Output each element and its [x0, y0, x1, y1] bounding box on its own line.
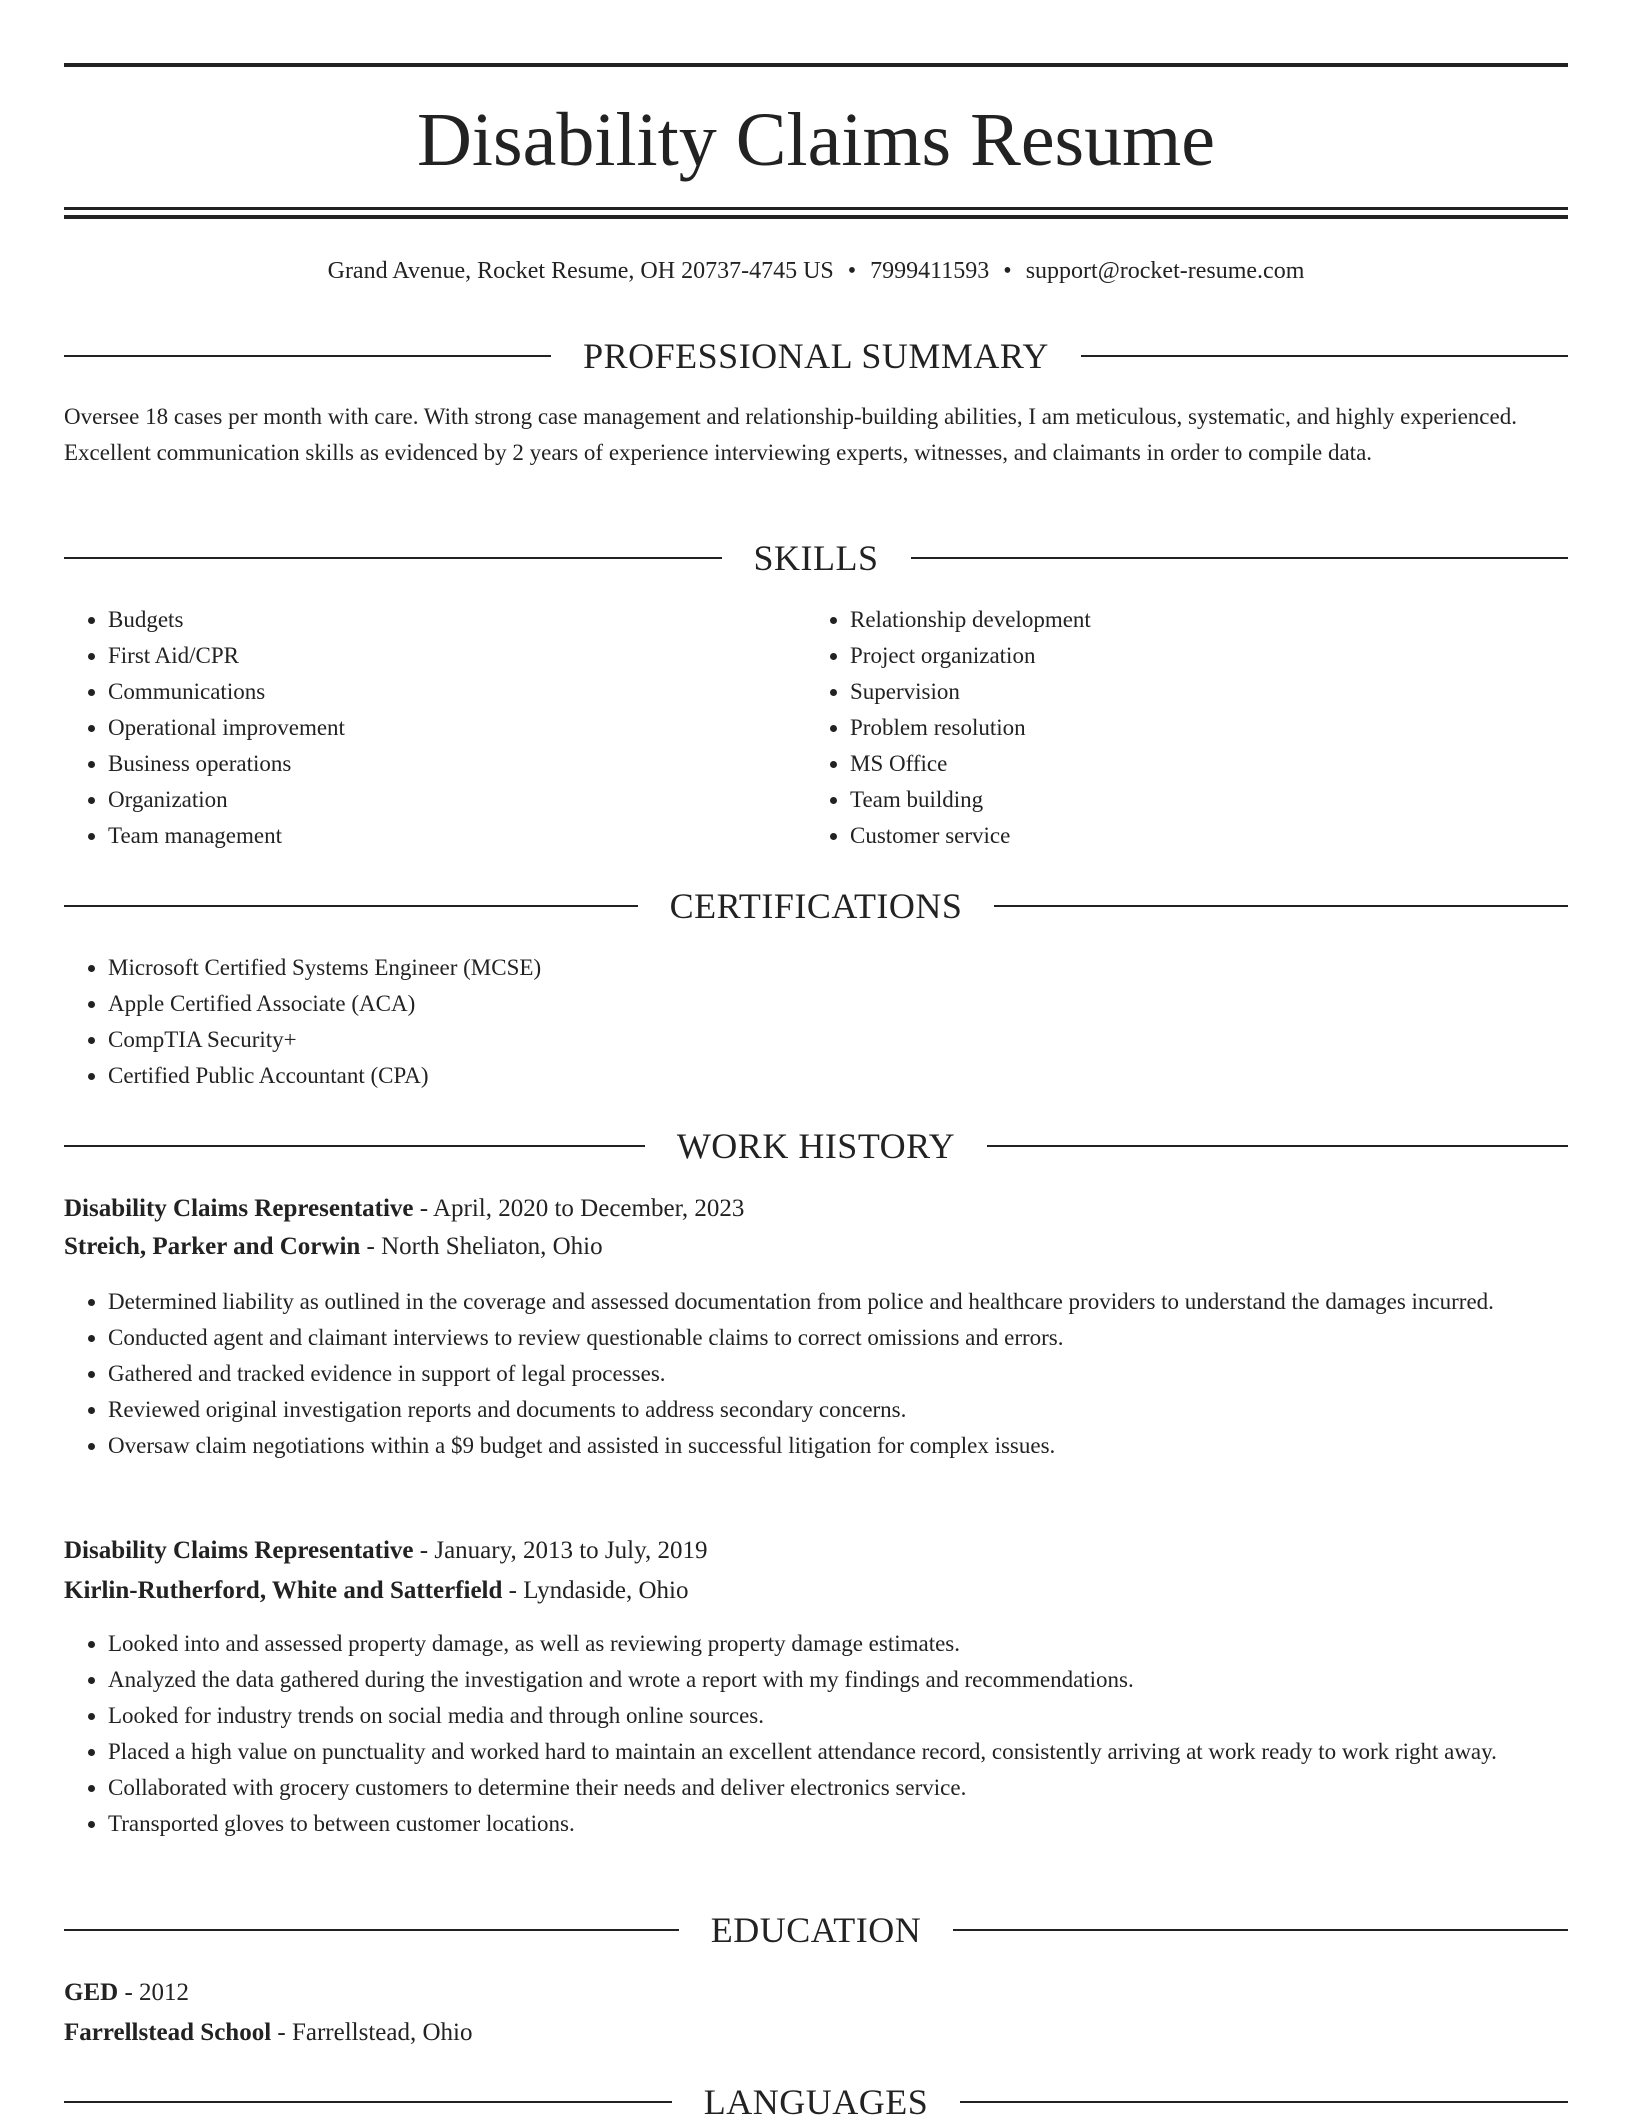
job-dates: - April, 2020 to December, 2023	[419, 1195, 745, 1222]
skills-list-right	[806, 602, 1550, 854]
certifications-list	[64, 950, 1568, 1094]
job-dates: - January, 2013 to July, 2019	[419, 1537, 708, 1564]
heading-rule	[64, 2101, 672, 2103]
education-school-line	[64, 2014, 1568, 2052]
languages-heading	[64, 2080, 1568, 2124]
heading-rule	[994, 905, 1568, 907]
certification-item: • Apple Certified Associate (ACA)	[108, 986, 1568, 1022]
heading-rule	[960, 2101, 1568, 2103]
skill-item: • Project organization	[850, 638, 1550, 674]
skill-item: • Budgets	[108, 602, 808, 638]
heading-rule	[64, 905, 638, 907]
certification-item: • Microsoft Certified Systems Engineer (MCSE)	[108, 950, 1568, 986]
section-title: PROFESSIONAL SUMMARY	[583, 336, 1049, 376]
work-history-heading	[64, 1124, 1568, 1168]
skill-item: • Organization	[108, 782, 808, 818]
education-degree-line	[64, 1974, 1568, 2012]
title-rule-lower	[64, 215, 1568, 219]
skill-item: • Team management	[108, 818, 808, 854]
skill-item: • Communications	[108, 674, 808, 710]
section-title: EDUCATION	[710, 1910, 922, 1950]
heading-rule	[64, 557, 722, 559]
contact-separator: •	[847, 258, 857, 284]
job-title: Disability Claims Representative	[64, 1537, 414, 1564]
heading-rule	[987, 1145, 1568, 1147]
job-bullet: • Gathered and tracked evidence in support of legal processes.	[108, 1356, 1568, 1392]
top-rule	[64, 63, 1568, 67]
heading-rule	[953, 1929, 1568, 1931]
contact-address: Grand Avenue, Rocket Resume, OH 20737-4745 US	[327, 258, 834, 284]
skill-item: • Team building	[850, 782, 1550, 818]
contact-email: support@rocket-resume.com	[1025, 258, 1305, 284]
education-year: - 2012	[124, 1979, 190, 2006]
job-bullet: • Looked for industry trends on social media and through online sources.	[108, 1698, 1568, 1734]
title-rule-upper	[64, 207, 1568, 210]
heading-rule	[911, 557, 1569, 559]
skill-item: • Customer service	[850, 818, 1550, 854]
certification-item: • CompTIA Security+	[108, 1022, 1568, 1058]
section-title: SKILLS	[753, 538, 879, 578]
skill-item: • MS Office	[850, 746, 1550, 782]
skill-item: • Problem resolution	[850, 710, 1550, 746]
section-title: LANGUAGES	[703, 2082, 929, 2122]
job-location: - Lyndaside, Ohio	[508, 1577, 689, 1604]
job-bullet: • Analyzed the data gathered during the investigation and wrote a report with my findings and recommendations.	[108, 1662, 1568, 1698]
job-bullet: • Looked into and assessed property damage, as well as reviewing property damage estimates.	[108, 1626, 1568, 1662]
skill-item: • Operational improvement	[108, 710, 808, 746]
contact-separator: •	[1003, 258, 1012, 284]
summary-heading	[64, 334, 1568, 378]
section-title: WORK HISTORY	[676, 1126, 956, 1166]
resume-title: Disability Claims Resume	[417, 98, 1215, 182]
certification-item: • Certified Public Accountant (CPA)	[108, 1058, 1568, 1094]
job-company: Kirlin-Rutherford, White and Satterfield	[64, 1577, 503, 1604]
skill-item: • Business operations	[108, 746, 808, 782]
job-company-line	[64, 1228, 1568, 1266]
job-bullet: • Placed a high value on punctuality and worked hard to maintain an excellent attendance record, consistently arriving at work ready to work right away.	[108, 1734, 1568, 1770]
job-bullets	[64, 1626, 1568, 1842]
job-bullet: • Determined liability as outlined in the coverage and assessed documentation from police and healthcare providers to understand the damages incurred.	[108, 1284, 1568, 1320]
job-bullet: • Reviewed original investigation reports and documents to address secondary concerns.	[108, 1392, 1568, 1428]
skill-item: • Supervision	[850, 674, 1550, 710]
job-company-line	[64, 1572, 1568, 1610]
education-degree: GED	[64, 1979, 119, 2006]
education-location: - Farrellstead, Ohio	[277, 2019, 473, 2046]
summary-text: Oversee 18 cases per month with care. With strong case management and relationship-building abilities, I am meticulous, systematic, and highly experienced. Excellent communication skills as evidenced by 2 years of experience interviewing experts, witnesses, and claimants in order to compile data.	[64, 404, 1517, 465]
job-bullets	[64, 1284, 1568, 1464]
job-bullet: • Conducted agent and claimant interviews to review questionable claims to correct omissions and errors.	[108, 1320, 1568, 1356]
heading-rule	[1081, 355, 1568, 357]
contact-phone: 7999411593	[870, 258, 990, 284]
job-bullet: • Collaborated with grocery customers to determine their needs and deliver electronics service.	[108, 1770, 1568, 1806]
job-title: Disability Claims Representative	[64, 1195, 414, 1222]
skill-item: • First Aid/CPR	[108, 638, 808, 674]
heading-rule	[64, 1929, 679, 1931]
section-title: CERTIFICATIONS	[669, 886, 963, 926]
skill-item: • Relationship development	[850, 602, 1550, 638]
contact-line	[64, 254, 1568, 288]
certifications-heading	[64, 884, 1568, 928]
job-company: Streich, Parker and Corwin	[64, 1233, 361, 1260]
job-bullet: • Oversaw claim negotiations within a $9 budget and assisted in successful litigation for complex issues.	[108, 1428, 1568, 1464]
heading-rule	[64, 355, 551, 357]
heading-rule	[64, 1145, 645, 1147]
job-title-line	[64, 1532, 1568, 1570]
job-location: - North Sheliaton, Ohio	[366, 1233, 603, 1260]
education-heading	[64, 1908, 1568, 1952]
job-title-line	[64, 1190, 1568, 1228]
education-school: Farrellstead School	[64, 2019, 272, 2046]
skills-heading	[64, 536, 1568, 580]
skills-list-left	[64, 602, 808, 854]
job-bullet: • Transported gloves to between customer locations.	[108, 1806, 1568, 1842]
